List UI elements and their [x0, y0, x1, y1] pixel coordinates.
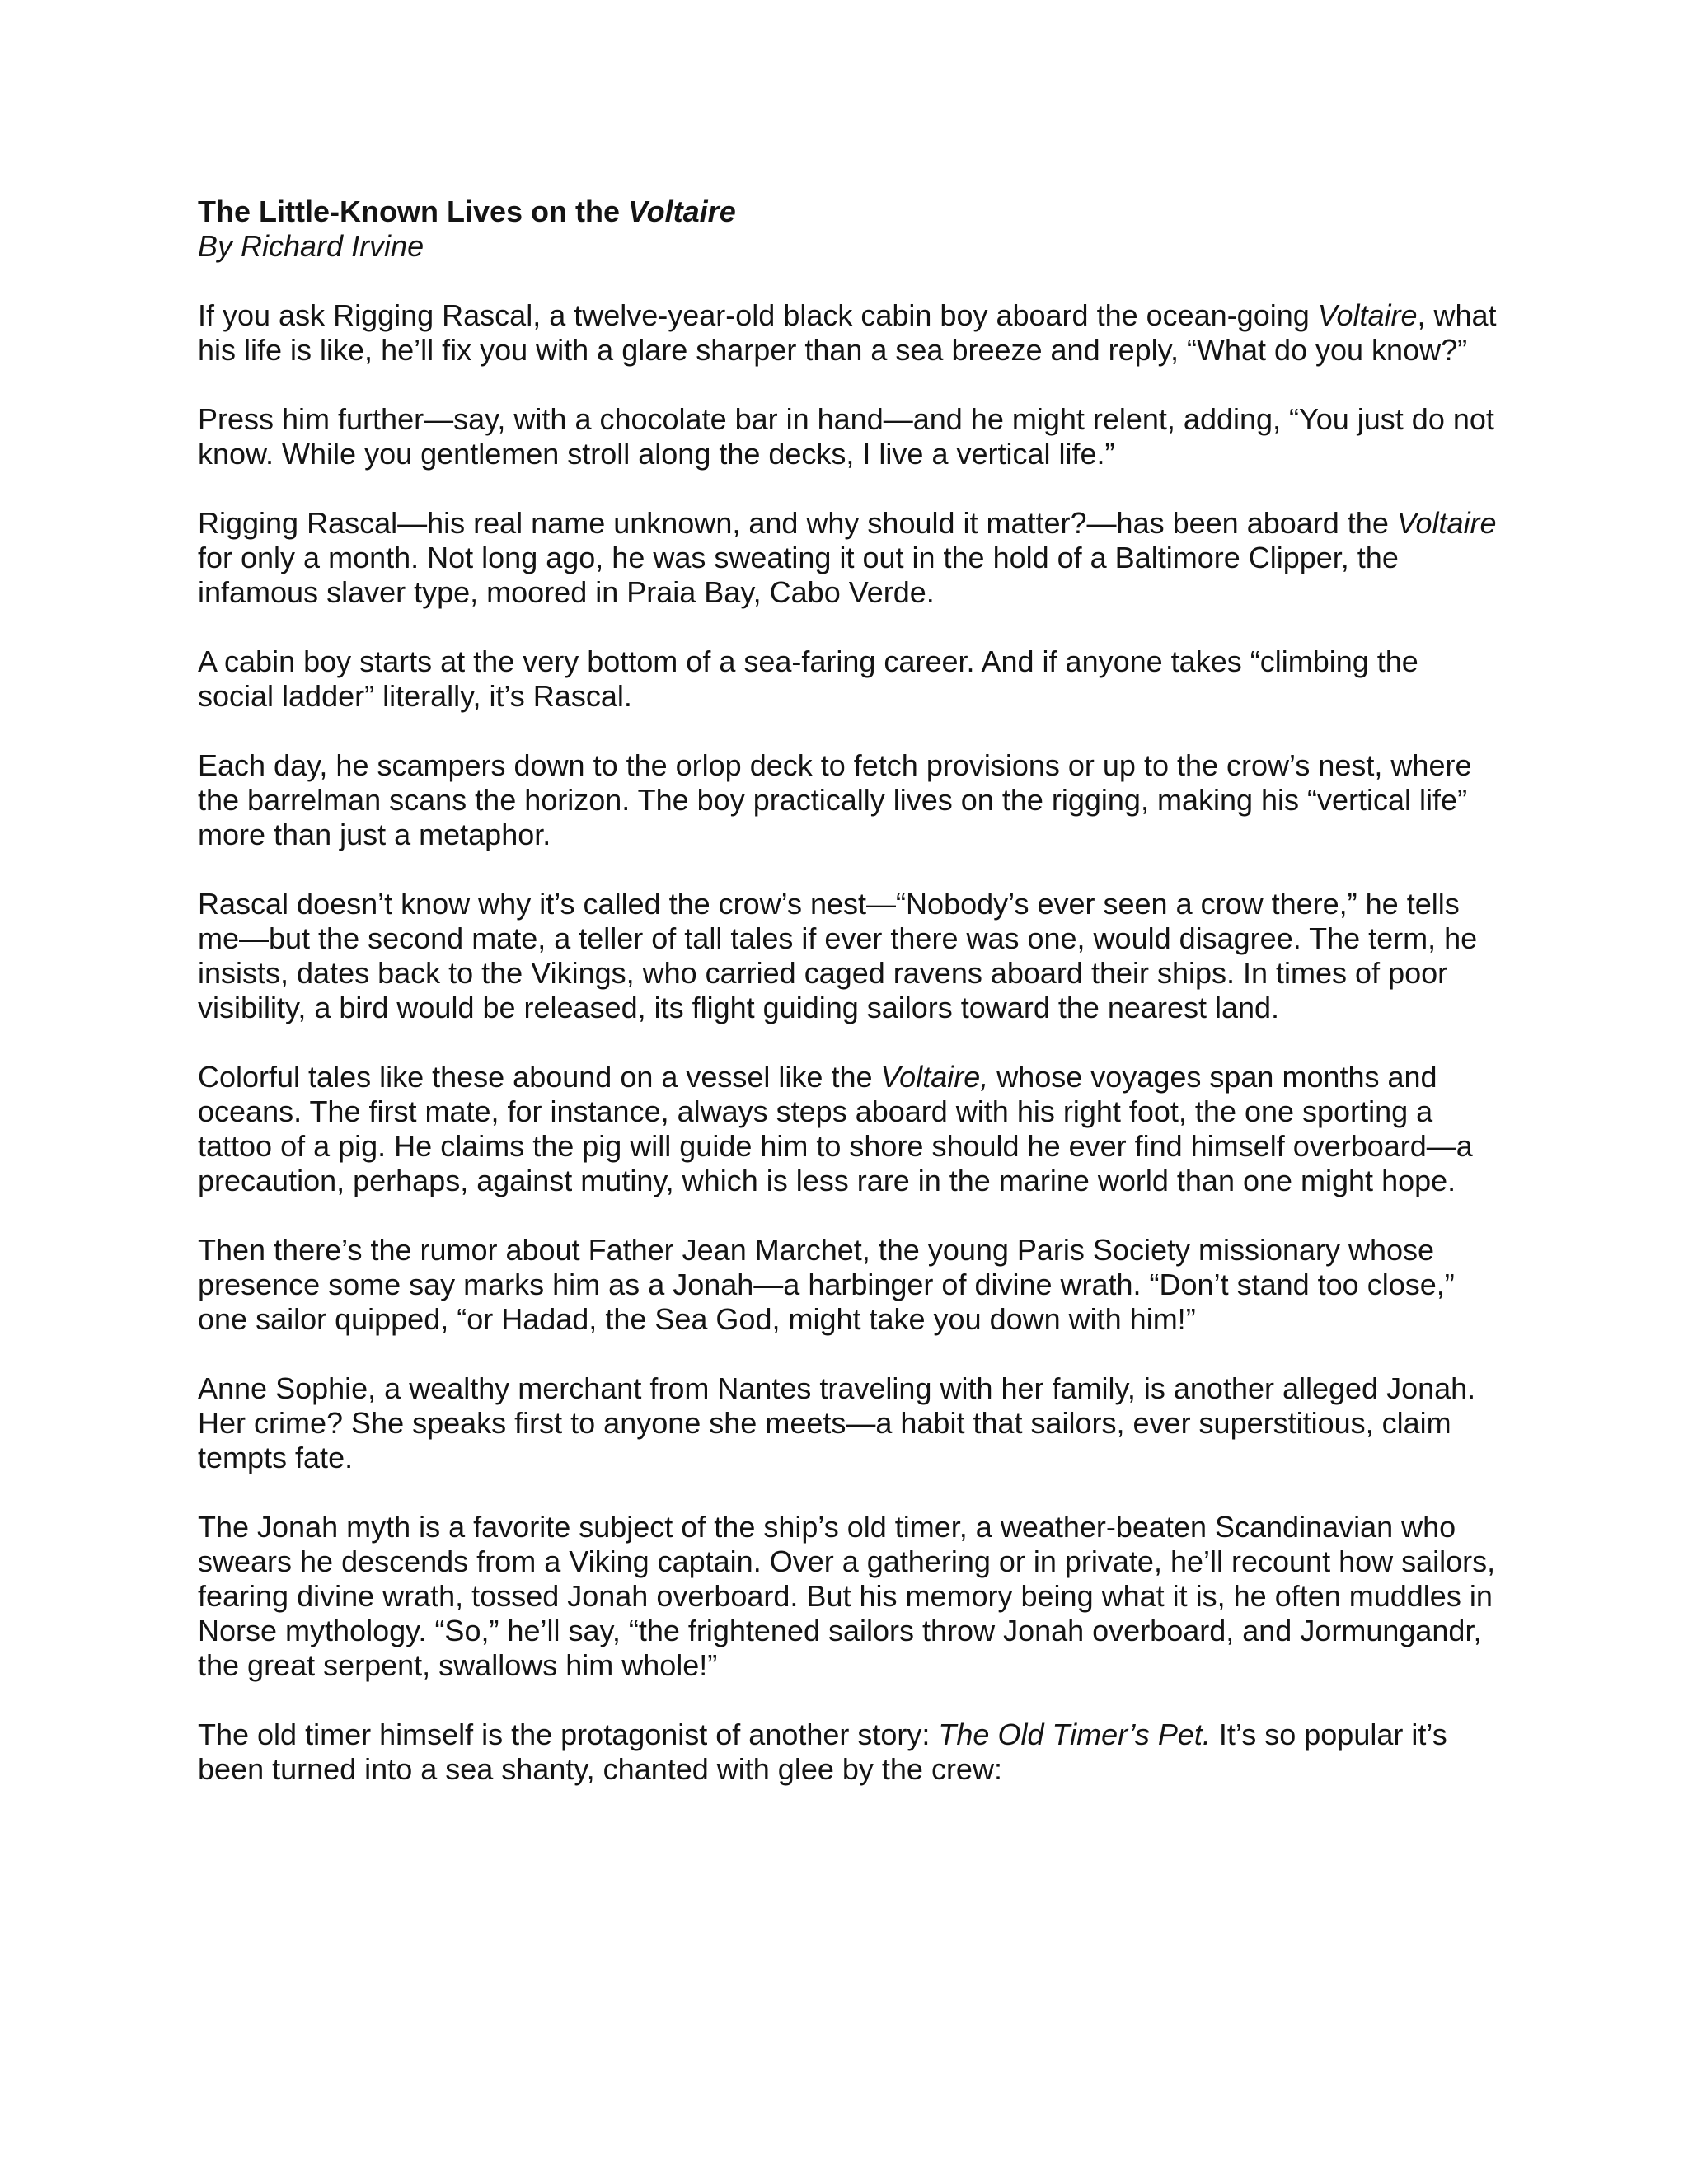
- text-run: Rigging Rascal—his real name unknown, and why should it matter?—has been aboard the: [198, 506, 1397, 540]
- body-paragraph: [198, 402, 1500, 471]
- italic-text: Voltaire,: [880, 1060, 989, 1094]
- text-run: whose voyages span months and oceans. The first mate, for instance, always steps aboard with his right foot, the one sporting a tattoo of a pig. He claims the pig will guide him to shore should he ever find himself overboard—a precaution, perhaps, against mutiny, which is less rare in the marine world than one might hope.: [198, 1060, 1473, 1197]
- body-paragraph: [198, 1718, 1500, 1787]
- text-run: , what his life is like, he’ll fix you with a glare sharper than a sea breeze and reply, “What do you know?”: [198, 298, 1497, 367]
- italic-text: Voltaire: [1396, 506, 1497, 540]
- body-paragraph: [198, 644, 1500, 714]
- article-body: [198, 298, 1500, 1787]
- body-paragraph: [198, 748, 1500, 852]
- text-run: Rascal doesn’t know why it’s called the crow’s nest—“Nobody’s ever seen a crow there,” he tells me—but the second mate, a teller of tall tales if ever there was one, would disagree. The term, he insists, dates back to the Vikings, who carried caged ravens aboard their ships. In times of poor visibility, a bird would be released, its flight guiding sailors toward the nearest land.: [198, 887, 1478, 1024]
- body-paragraph: [198, 1510, 1500, 1683]
- text-run: Colorful tales like these abound on a vessel like the: [198, 1060, 881, 1094]
- text-run: The old timer himself is the protagonist of another story:: [198, 1718, 939, 1751]
- text-run: If you ask Rigging Rascal, a twelve-year-old black cabin boy aboard the ocean-going: [198, 298, 1318, 332]
- article-title-text: The Little-Known Lives on the: [198, 194, 628, 228]
- italic-text: The Old Timer’s Pet.: [938, 1718, 1211, 1751]
- body-paragraph: [198, 1371, 1500, 1475]
- body-paragraph: [198, 506, 1500, 610]
- text-run: Then there’s the rumor about Father Jean Marchet, the young Paris Society missionary whose presence some say marks him as a Jonah—a harbinger of divine wrath. “Don’t stand too close,” one sailor quipped, “or Hadad, the Sea God, might take you down with him!”: [198, 1233, 1455, 1336]
- article-title: [198, 194, 1500, 229]
- text-run: for only a month. Not long ago, he was sweating it out in the hold of a Baltimore Clipper, the infamous slaver type, moored in Praia Bay, Cabo Verde.: [198, 541, 1399, 609]
- body-paragraph: [198, 887, 1500, 1025]
- body-paragraph: [198, 298, 1500, 368]
- article-title-ship-name: Voltaire: [628, 194, 736, 228]
- text-run: Anne Sophie, a wealthy merchant from Nantes traveling with her family, is another alleged Jonah. Her crime? She speaks first to anyone she meets—a habit that sailors, ever superstitious, claim tempts fate.: [198, 1371, 1476, 1474]
- text-run: Press him further—say, with a chocolate bar in hand—and he might relent, adding, “You just do not know. While you gentlemen stroll along the decks, I live a vertical life.”: [198, 402, 1494, 471]
- body-paragraph: [198, 1060, 1500, 1198]
- text-run: A cabin boy starts at the very bottom of a sea-faring career. And if anyone takes “climbing the social ladder” literally, it’s Rascal.: [198, 644, 1418, 713]
- text-run: It’s so popular it’s been turned into a sea shanty, chanted with glee by the crew:: [198, 1718, 1447, 1786]
- text-run: Each day, he scampers down to the orlop deck to fetch provisions or up to the crow’s nest, where the barrelman scans the horizon. The boy practically lives on the rigging, making his “vertical life” more than just a metaphor.: [198, 748, 1472, 851]
- italic-text: Voltaire: [1317, 298, 1418, 332]
- article-byline: By Richard Irvine: [198, 229, 424, 263]
- document-page: [198, 194, 1500, 1821]
- text-run: The Jonah myth is a favorite subject of the ship’s old timer, a weather-beaten Scandinavian who swears he descends from a Viking captain. Over a gathering or in private, he’ll recount how sailors, fearing divine wrath, tossed Jonah overboard. But his memory being what it is, he often muddles in Norse mythology. “So,” he’ll say, “the frightened sailors throw Jonah overboard, and Jormungandr, the great serpent, swallows him whole!”: [198, 1510, 1496, 1682]
- body-paragraph: [198, 1233, 1500, 1337]
